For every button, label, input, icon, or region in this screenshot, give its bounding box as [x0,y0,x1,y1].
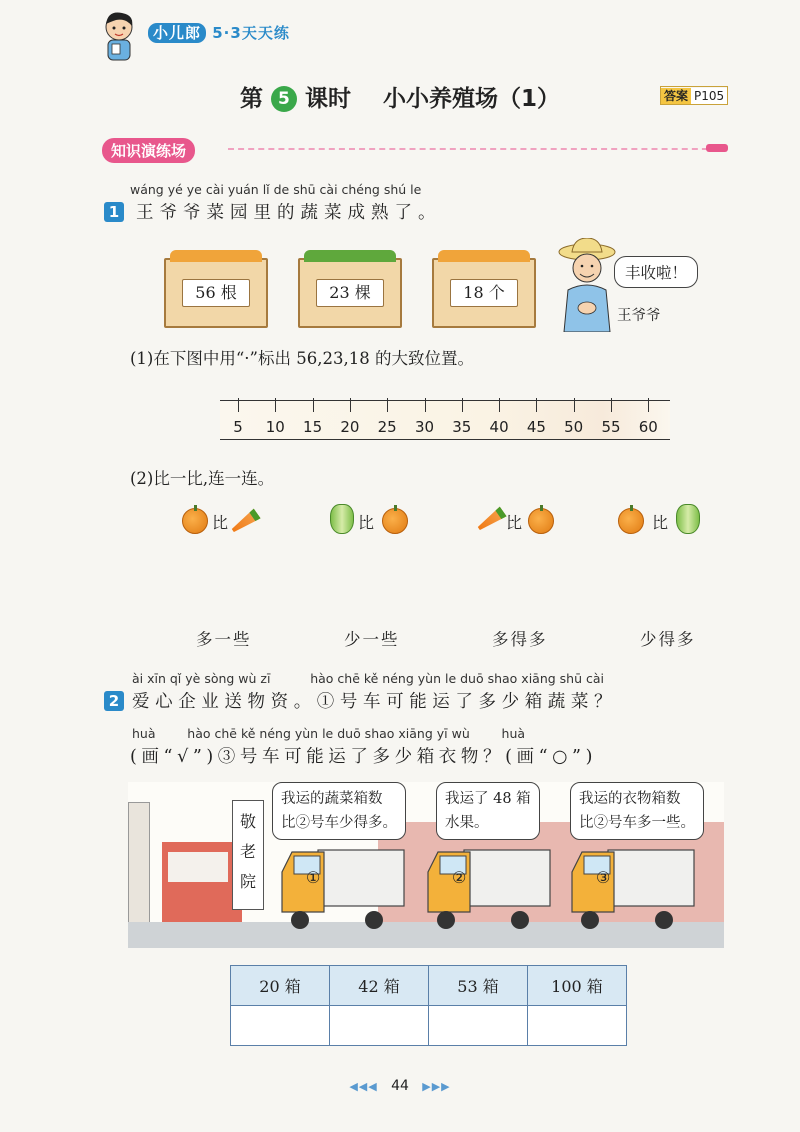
compare-pair-3[interactable] [476,506,566,536]
cabbage-icon [676,504,700,534]
number-line-tick [536,398,537,412]
truck-2-label: ② [452,868,467,887]
q2-pinyin-line1: ài xīn qǐ yè sòng wù zī hào chē kě néng yùn le duō shao xiāng shū cài [132,671,604,686]
number-line-tick [387,398,388,412]
nursing-home-sign [232,800,264,910]
compare-word: 比 [506,513,523,532]
corn-icon [170,250,262,262]
number-line-tick-label: 45 [526,418,546,436]
number-line-tick [648,398,649,412]
number-line[interactable] [220,400,670,446]
mascot-logo-icon [98,10,140,62]
number-line-tick-label: 15 [303,418,323,436]
truck-3-label: ③ [596,868,611,887]
bubble-line: 我运了 48 箱 [445,791,531,807]
number-line-tick-label: 60 [638,418,658,436]
truck-1-speech-bubble [272,782,406,840]
number-line-tick-label: 35 [452,418,472,436]
answer-cell[interactable] [330,1006,429,1046]
q2-number-badge: 2 [104,691,124,711]
pencil-icon [706,144,728,152]
answer-table [230,965,627,1046]
bubble-line: 水果。 [445,815,489,831]
crate-pumpkin [432,258,536,328]
number-line-tick [499,398,500,412]
answer-cell[interactable] [429,1006,528,1046]
carrot-icon [229,508,260,535]
number-line-tick [611,398,612,412]
bubble-line: 比②号车少得多。 [281,815,397,831]
compare-word: 比 [358,513,375,532]
crate-label: 56 根 [182,279,250,307]
table-row [231,1006,627,1046]
pumpkin-icon [382,508,408,534]
crate-label: 23 棵 [316,279,384,307]
pumpkin-icon [438,250,530,262]
compare-word: 比 [212,513,229,532]
answer-word-4[interactable]: 少得多 [640,630,696,649]
farmer-name: 王爷爷 [617,308,661,324]
truck-2-speech-bubble [436,782,540,840]
brand-badge: 小儿郎 [148,23,206,43]
number-line-tick-label: 25 [377,418,397,436]
answer-cell[interactable] [231,1006,330,1046]
brand-series: 5·3天天练 [212,24,290,42]
compare-word: 比 [652,513,669,532]
farmer-grandpa-icon [556,238,618,332]
q1-sub1-text: (1)在下图中用“·”标出 56,23,18 的大致位置。 [130,349,474,368]
right-arrows-icon: ▶▶▶ [422,1080,451,1093]
number-line-tick-label: 5 [233,418,243,436]
lesson-prefix: 第 [239,86,263,112]
number-line-tick [275,398,276,412]
number-line-tick-label: 40 [489,418,509,436]
truck-3-speech-bubble [570,782,704,840]
pumpkin-icon [528,508,554,534]
bubble-line: 我运的蔬菜箱数 [281,791,383,807]
carrot-icon [475,506,506,533]
q1-text: 王爷爷菜园里的蔬菜成熟了。 [136,203,442,223]
lesson-suffix: 课时 [304,86,351,112]
answer-cell[interactable] [528,1006,627,1046]
answer-page: P105 [691,88,727,104]
bubble-line: 我运的衣物箱数 [579,791,681,807]
truck-2-icon [424,842,554,932]
bubble-line: 比②号车多一些。 [579,815,695,831]
number-line-tick [574,398,575,412]
table-row [231,966,627,1006]
number-line-tick [425,398,426,412]
section-divider [228,148,718,150]
q1-pinyin: wáng yé ye cài yuán lǐ de shū cài chéng shú le [130,182,422,197]
lesson-number-badge: 5 [271,86,297,112]
number-line-tick-label: 20 [340,418,360,436]
option-cell: 20 箱 [231,966,330,1006]
sign-char: 敬 [239,812,256,831]
q1-number-badge: 1 [104,202,124,222]
pumpkin-icon [618,508,644,534]
q2-text-line2: (画“√”)③号车可能运了多少箱衣物？(画“○”) [130,747,598,767]
compare-pair-1[interactable] [182,506,272,536]
number-line-tick [350,398,351,412]
sign-char: 院 [239,872,256,891]
answer-word-3[interactable]: 多得多 [492,630,548,649]
answer-label: 答案 [661,88,691,104]
truck-3-icon [568,842,698,932]
compare-pair-4[interactable] [618,504,708,534]
section-title: 知识演练场 [102,138,195,163]
page-number: 44 [391,1078,409,1094]
crate-label: 18 个 [450,279,518,307]
option-cell: 42 箱 [330,966,429,1006]
cabbage-icon [330,504,354,534]
number-line-tick-label: 50 [564,418,584,436]
answer-reference [660,86,728,105]
pumpkin-icon [182,508,208,534]
page-footer [0,1078,800,1094]
compare-pair-2[interactable] [330,504,420,534]
option-cell: 100 箱 [528,966,627,1006]
q1-sub2-text: (2)比一比,连一连。 [130,469,275,488]
left-arrows-icon: ◀◀◀ [349,1080,378,1093]
number-line-tick [238,398,239,412]
cabbage-icon [304,250,396,262]
number-line-tick [462,398,463,412]
window [168,852,228,882]
crate-corn [164,258,268,328]
number-line-tick-label: 55 [601,418,621,436]
brand-name [148,22,290,43]
q2-text-line1: 爱心企业送物资。①号车可能运了多少箱蔬菜？ [132,692,618,712]
number-line-tick-label: 30 [414,418,435,436]
farmer-speech-bubble: 丰收啦！ [614,256,698,288]
answer-word-2[interactable]: 少一些 [344,630,400,649]
q2-pinyin-line2: huà hào chē kě néng yùn le duō shao xiāng yī wù huà [132,726,526,741]
number-line-tick-label: 10 [265,418,285,436]
answer-word-1[interactable]: 多一些 [196,630,252,649]
sign-char: 老 [239,842,256,861]
truck-1-icon [278,842,408,932]
lesson-title-text: 小小养殖场（1） [383,86,561,112]
number-line-tick [313,398,314,412]
crate-cabbage [298,258,402,328]
truck-1-label: ① [306,868,321,887]
option-cell: 53 箱 [429,966,528,1006]
